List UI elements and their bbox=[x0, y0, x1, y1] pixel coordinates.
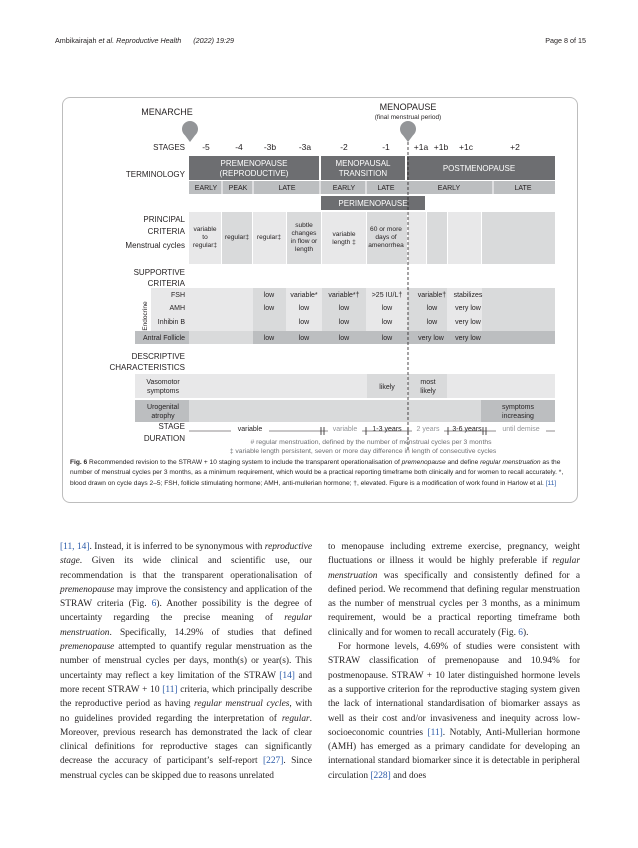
stage-cell: -2 bbox=[340, 142, 348, 152]
antral-cell: low bbox=[263, 335, 275, 342]
postmenopause-label: POSTMENOPAUSE bbox=[442, 164, 516, 173]
principal-criteria-label-1: PRINCIPAL bbox=[143, 215, 185, 224]
antral-cell: very low bbox=[455, 335, 481, 342]
endocrine-label: Endocrine bbox=[142, 301, 149, 331]
body-column-right bbox=[328, 540, 580, 783]
perimenopause-label: PERIMENOPAUSE bbox=[338, 199, 408, 208]
stage-cell: +1a bbox=[413, 142, 429, 152]
menopause-label: MENOPAUSE bbox=[379, 102, 437, 112]
footnote-regular: # regular menstruation, defined by the number of menstrual cycles per 3 months bbox=[250, 439, 492, 446]
antral-cell: low bbox=[338, 335, 350, 342]
menstrual-cell: length bbox=[295, 246, 313, 253]
amh-cell: low bbox=[338, 305, 350, 312]
fsh-cell: stabilizes bbox=[453, 292, 483, 299]
phase-label: EARLY bbox=[332, 185, 356, 192]
stage-cell: -3b bbox=[263, 142, 277, 152]
phase-label: LATE bbox=[278, 185, 296, 192]
fsh-cell: variable* bbox=[290, 292, 318, 299]
premenopause-label: PREMENOPAUSE bbox=[220, 159, 288, 168]
amh-cell: low bbox=[381, 305, 393, 312]
body-text: was specifically and consistently defined for a defined period. We recommend that defining regular menstruation as the number of menstrual cycles per 3 months, as a minimum requirement, would be a practical reporting timeframe both clinically and for women to recall accurately (Fig. bbox=[328, 570, 580, 638]
citation-link[interactable]: [228] bbox=[370, 770, 391, 781]
menstrual-cell: variable bbox=[193, 226, 217, 233]
body-emphasis: regular menstruation bbox=[60, 613, 312, 638]
inhibin-cell: low bbox=[338, 319, 350, 326]
duration-cell: variable bbox=[332, 426, 358, 433]
stage-duration-label-1: STAGE bbox=[158, 422, 185, 431]
vasomotor-label-2: symptoms bbox=[147, 388, 179, 395]
straw-staging-diagram bbox=[63, 98, 578, 503]
header-journal: et al. Reproductive Health bbox=[98, 36, 182, 45]
figure-6-box bbox=[62, 97, 578, 503]
fsh-cell: low bbox=[263, 292, 275, 299]
urogenital-label-1: Urogenital bbox=[147, 404, 179, 411]
citation-link[interactable]: [11] bbox=[162, 684, 178, 695]
menopausal-label: MENOPAUSAL bbox=[335, 159, 391, 168]
menstrual-cell: variable bbox=[332, 231, 356, 238]
body-text: . Given its wide clinical and scientific use, our recommendation is that the transparent operationalisation of bbox=[60, 556, 312, 581]
phase-label: LATE bbox=[377, 185, 395, 192]
body-text: and does bbox=[390, 770, 427, 781]
menstrual-cell: 60 or more bbox=[370, 226, 402, 233]
amh-label: AMH bbox=[169, 305, 185, 312]
antral-cell: very low bbox=[418, 335, 444, 342]
caption-emphasis: regular menstruation bbox=[480, 459, 541, 466]
menstrual-cell: regular‡ bbox=[224, 234, 250, 241]
stage-cell: -5 bbox=[202, 142, 210, 152]
supportive-criteria-label-1: SUPPORTIVE bbox=[133, 268, 185, 277]
amh-cell: very low bbox=[455, 305, 481, 312]
running-header-citation bbox=[55, 36, 234, 45]
inhibin-cell: low bbox=[298, 319, 310, 326]
caption-text: Recommended revision to the STRAW + 10 staging system to include the transparent operationalisation of bbox=[87, 459, 402, 466]
caption-label: Fig. 6 bbox=[70, 459, 88, 466]
menstrual-cell: regular‡ bbox=[192, 242, 218, 249]
fsh-cell: variable† bbox=[417, 292, 447, 299]
terminology-label: TERMINOLOGY bbox=[125, 170, 185, 179]
body-text: . Moreover, previous research has demonstrated the lack of clear clinical definitions for reproductive stages can significantly decrease the accuracy of participant’s self-report bbox=[60, 713, 312, 767]
figure-caption bbox=[70, 458, 572, 489]
vasomotor-label-1: Vasomotor bbox=[146, 379, 180, 386]
vasomotor-most-likely-1: most bbox=[420, 379, 436, 386]
descriptive-label-1: DESCRIPTIVE bbox=[131, 352, 185, 361]
body-text: to menopause including extreme exercise, pregnancy, weight fluctuations or illness it would be highly preferable if bbox=[328, 542, 580, 567]
page-number: Page 8 of 15 bbox=[545, 36, 586, 45]
menarche-pin-icon bbox=[182, 121, 198, 142]
body-column-left bbox=[60, 540, 312, 783]
antral-cell: low bbox=[381, 335, 393, 342]
duration-cell: 3-6 years bbox=[452, 426, 482, 433]
inhibin-cell: low bbox=[426, 319, 438, 326]
amh-cell: low bbox=[263, 305, 275, 312]
body-emphasis: premenopause bbox=[60, 584, 115, 595]
descriptive-label-2: CHARACTERISTICS bbox=[109, 363, 185, 372]
body-text: . Instead, it is inferred to be synonymous with bbox=[89, 542, 265, 552]
antral-label: Antral Follicle bbox=[142, 335, 185, 342]
menarche-label: MENARCHE bbox=[141, 107, 193, 117]
caption-text: and define bbox=[445, 459, 481, 466]
fsh-cell: variable*† bbox=[328, 292, 360, 299]
reproductive-label: (REPRODUCTIVE) bbox=[219, 169, 289, 178]
inhibin-cell: low bbox=[381, 319, 393, 326]
fsh-cell: >25 IU/L† bbox=[371, 292, 403, 299]
phase-label: EARLY bbox=[437, 185, 461, 192]
body-text: . Specifically, 14.29% of studies that defined bbox=[109, 627, 312, 638]
vasomotor-likely: likely bbox=[379, 384, 395, 391]
stage-cell: -1 bbox=[382, 142, 390, 152]
citation-link[interactable]: [11] bbox=[427, 727, 443, 738]
citation-link[interactable]: [14] bbox=[279, 670, 295, 681]
amh-cell: low bbox=[426, 305, 438, 312]
stage-duration-label-2: DURATION bbox=[143, 434, 185, 443]
duration-cell: 1-3 years bbox=[372, 426, 402, 433]
transition-label: TRANSITION bbox=[338, 169, 388, 178]
body-text: , with no guidelines provided regarding the interpretation of bbox=[60, 699, 313, 724]
urogenital-value-1: symptoms bbox=[502, 404, 534, 411]
body-text: criteria, which principally describe the reproductive period as having bbox=[60, 684, 312, 710]
header-authors: Ambikairajah bbox=[55, 36, 99, 45]
supportive-criteria-label-2: CRITERIA bbox=[147, 279, 185, 288]
principal-criteria-label-2: CRITERIA bbox=[147, 227, 185, 236]
citation-link[interactable]: [11, 14] bbox=[60, 542, 90, 552]
body-emphasis: regular menstrual cycles bbox=[194, 699, 290, 710]
menstrual-cell: to bbox=[202, 234, 208, 241]
body-text: ). Another possibility is the degree of uncertainty regarding the precise meaning of bbox=[60, 599, 313, 624]
menstrual-cell: in flow or bbox=[290, 238, 318, 245]
phase-label: EARLY bbox=[194, 185, 218, 192]
urogenital-label-2: atrophy bbox=[151, 413, 175, 420]
menopause-sublabel: (final menstrual period) bbox=[374, 114, 442, 121]
body-emphasis: regular menstruation bbox=[328, 556, 580, 581]
duration-cell: 2 years bbox=[416, 426, 440, 433]
menstrual-cell: amenorrhea bbox=[368, 242, 404, 249]
menstrual-cycles-label: Menstrual cycles bbox=[125, 241, 185, 250]
body-text: and more recent STRAW + 10 bbox=[60, 670, 312, 695]
menopause-pin-icon bbox=[400, 121, 416, 142]
footnote-variable: ‡ variable length persistent, seven or more day difference in length of consecutive cycles bbox=[229, 448, 497, 455]
stage-cell: +2 bbox=[510, 142, 520, 152]
caption-emphasis: premenopause bbox=[401, 459, 446, 466]
citation-link[interactable]: [227] bbox=[263, 756, 284, 767]
antral-cell: low bbox=[298, 335, 310, 342]
menstrual-cell: changes bbox=[291, 230, 317, 237]
menstrual-cell: length ‡ bbox=[332, 239, 356, 246]
vasomotor-most-likely-2: likely bbox=[420, 388, 436, 395]
phase-label: LATE bbox=[514, 185, 532, 192]
body-text: For hormone levels, 4.69% of studies were consistent with STRAW classification of premenopause and 10.94% for postmenopause. STRAW + 10 later distinguished hormone levels as a supportive criterion for the reproductive staging system given the lack of international standardisation of biomarker assays as well as their cost and/or invasiveness and inequity across low-socioeconomic countries bbox=[328, 642, 580, 738]
body-text: . Notably, Anti-Mullerian hormone (AMH) has emerged as a primary candidate for developing an international standard biomarker since it is detectable in peripheral circulation bbox=[328, 727, 580, 781]
menstrual-cell: days of bbox=[375, 234, 397, 241]
body-emphasis: regular bbox=[281, 713, 310, 724]
caption-text: as the number of menstrual cycles per 3 months, as a minimum requirement, which would be a practical reporting timeframe both clinically and for women to recall accurately. *, blood drawn on cycle days 2–5; FSH, follicle stimulating hormone; AMH, anti-mullerian hormone; †, elevated. Figure is a modification of work found in Harlow et al. bbox=[70, 459, 564, 487]
body-text: may improve the consistency and application of the STRAW criteria (Fig. bbox=[60, 584, 312, 610]
body-text: . Since menstrual cycles can be skipped due to reasons unrelated bbox=[60, 756, 312, 781]
vasomotor-row bbox=[135, 374, 555, 398]
body-text: attempted to quantify regular menstruation as the number of menstrual cycles per days, month(s) or year(s). This uncertainty may reflect a key limitation of the STRAW bbox=[60, 642, 312, 681]
duration-cell: until demise bbox=[502, 426, 540, 433]
caption-citation-link[interactable]: [11] bbox=[545, 479, 557, 487]
menstrual-cell: subtle bbox=[295, 222, 313, 229]
menstrual-cell: regular‡ bbox=[256, 234, 282, 241]
stage-cell: +1b bbox=[433, 142, 449, 152]
inhibin-cell: very low bbox=[455, 319, 481, 326]
duration-cell: variable bbox=[237, 426, 263, 433]
stages-label: STAGES bbox=[153, 143, 185, 152]
inhibin-label: Inhibin B bbox=[157, 319, 185, 326]
header-issue: (2022) 19:29 bbox=[193, 36, 234, 45]
fsh-label: FSH bbox=[171, 292, 185, 299]
amh-cell: low bbox=[298, 305, 310, 312]
body-emphasis: reproductive stage bbox=[60, 542, 312, 567]
body-emphasis: premenopause bbox=[60, 642, 115, 653]
stage-cell: -4 bbox=[235, 142, 243, 152]
phase-label: PEAK bbox=[228, 185, 248, 192]
stage-cell: -3a bbox=[298, 142, 312, 152]
urogenital-value-2: increasing bbox=[502, 413, 534, 420]
figure-link[interactable]: 6 bbox=[518, 627, 523, 638]
body-text: ). bbox=[522, 627, 529, 638]
stage-cell: +1c bbox=[459, 142, 473, 152]
figure-link[interactable]: 6 bbox=[151, 599, 157, 610]
